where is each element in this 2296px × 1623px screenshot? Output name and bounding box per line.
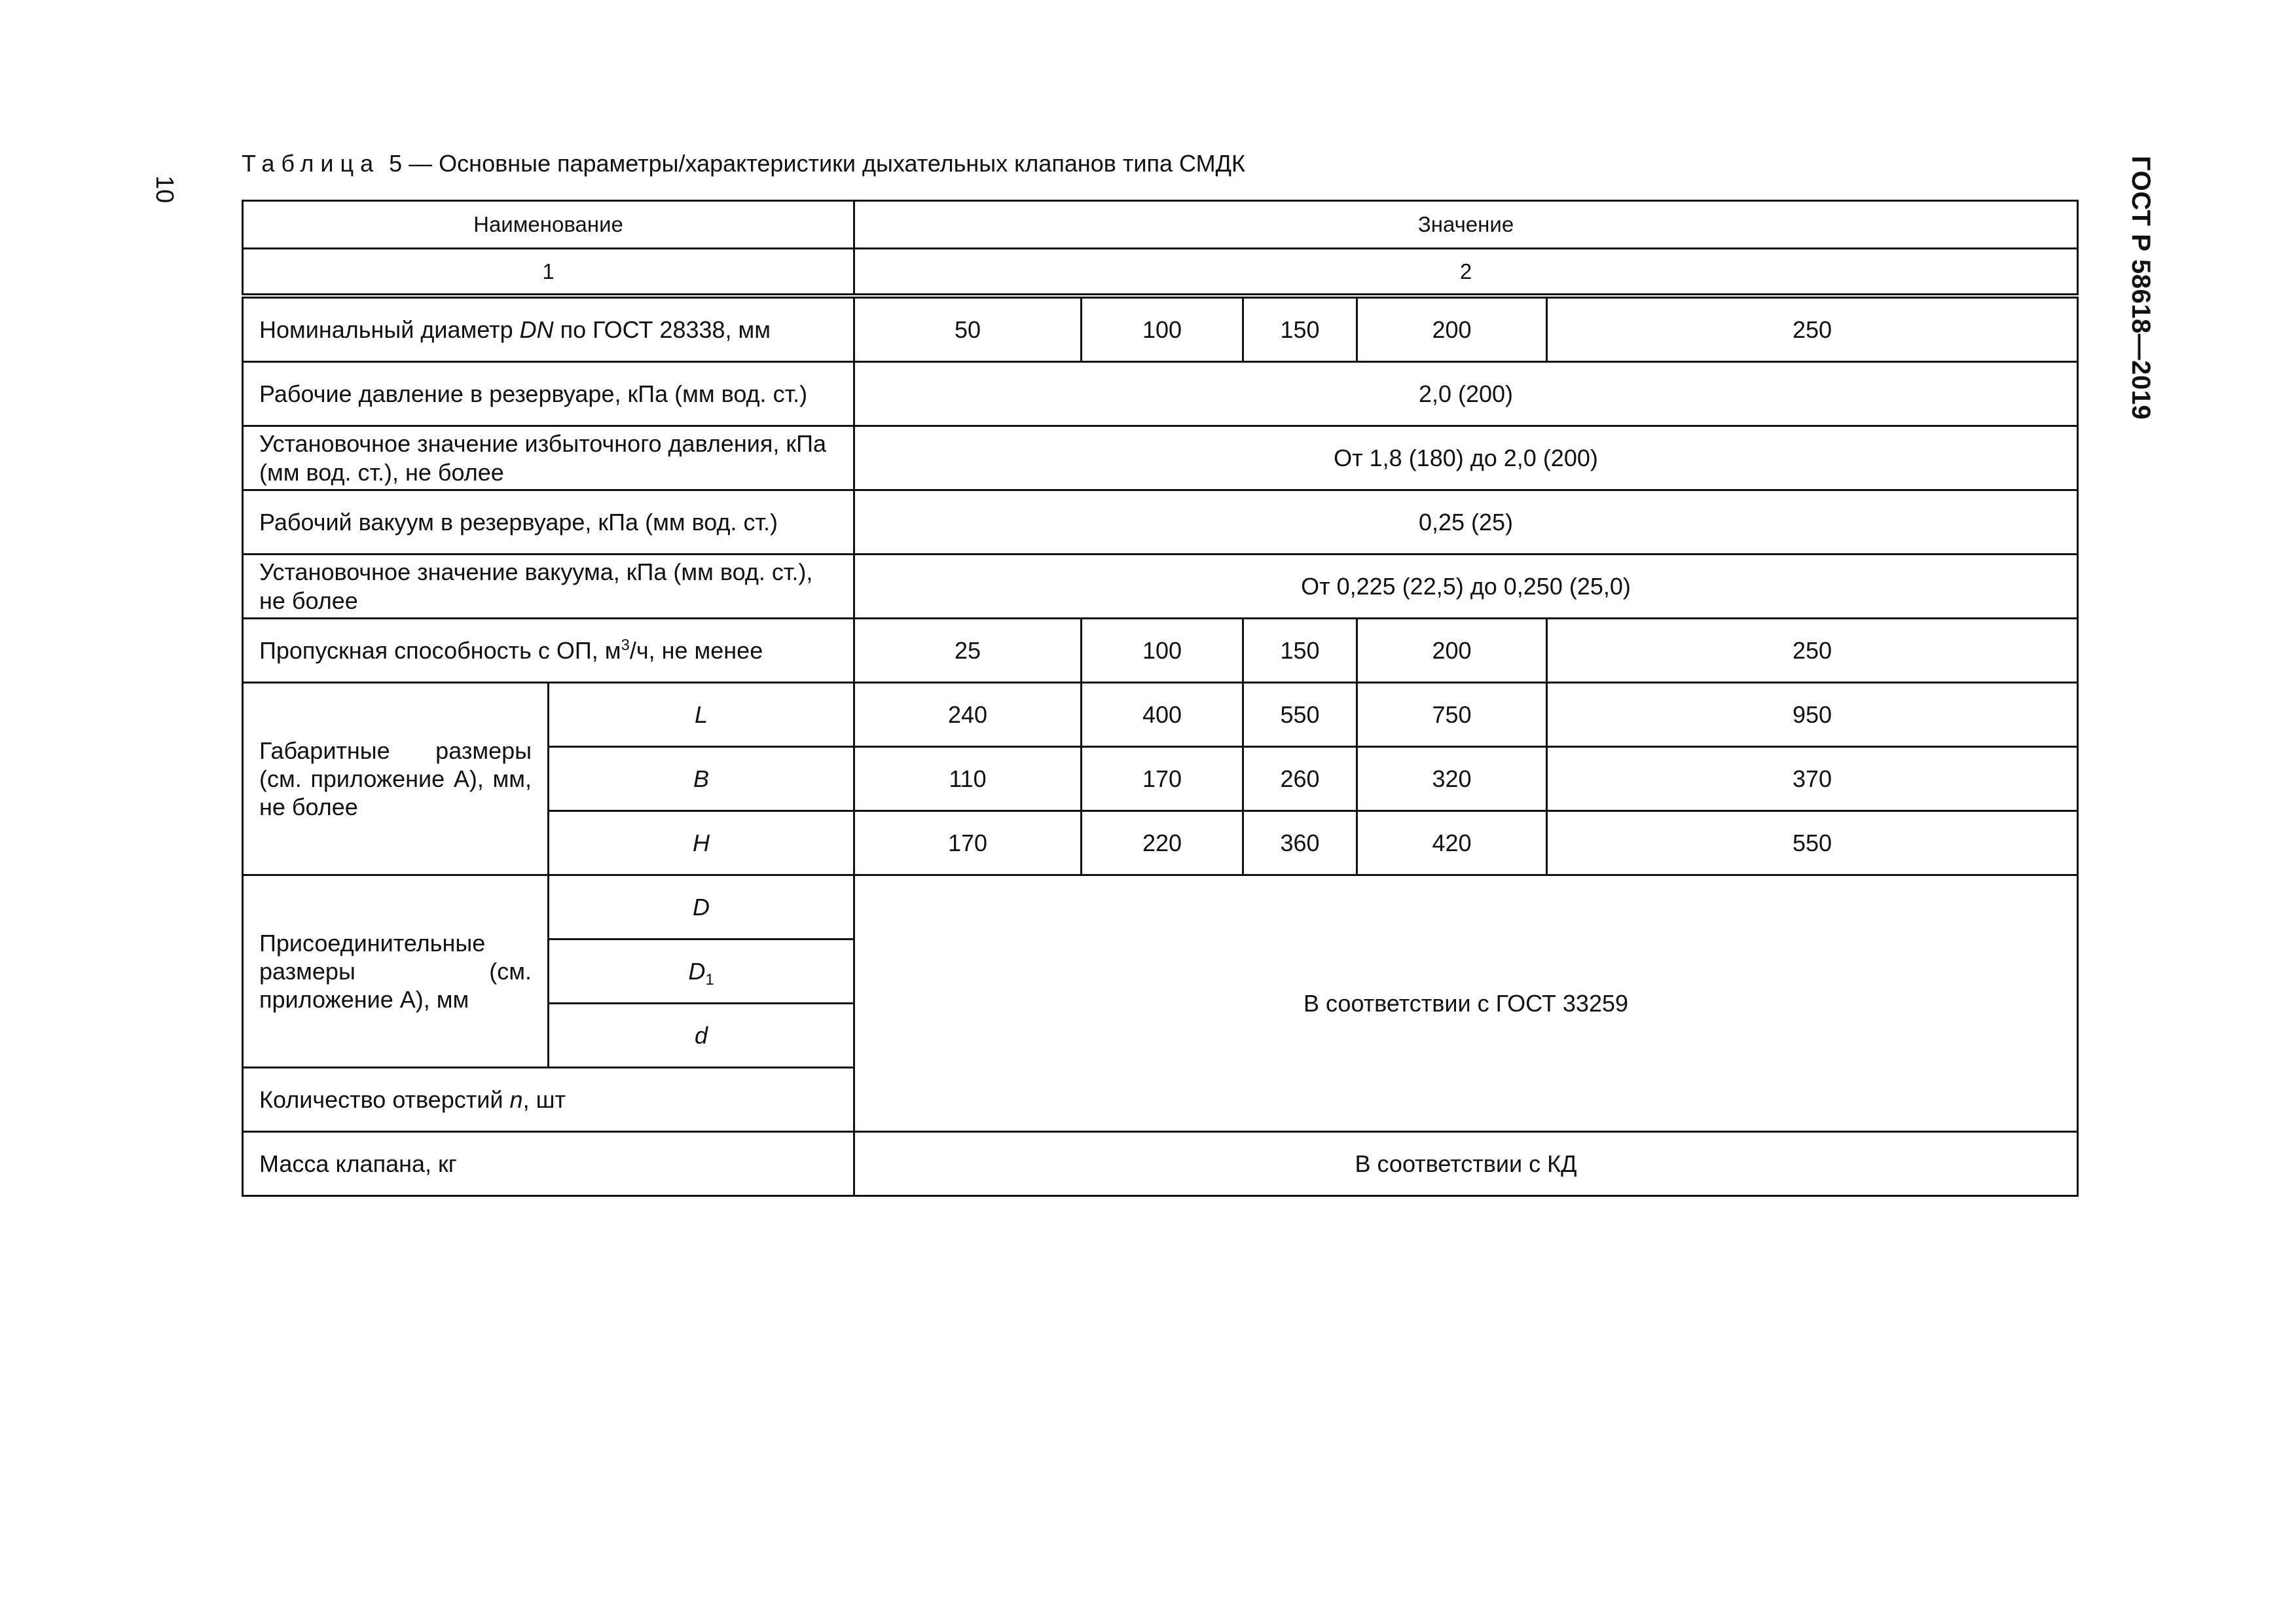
row-label-overpressure-setting: Установочное значение избыточного давления, кПа (мм вод. ст.), не более bbox=[243, 426, 854, 490]
dn-value: 50 bbox=[854, 296, 1082, 362]
dimension-value: 220 bbox=[1082, 811, 1243, 875]
working-vacuum-value: 0,25 (25) bbox=[854, 490, 2078, 555]
row-label-vacuum-setting: Установочное значение вакуума, кПа (мм вод. ст.), не более bbox=[243, 555, 854, 619]
dimension-value: 110 bbox=[854, 747, 1082, 811]
table-caption bbox=[242, 149, 1245, 177]
dimension-value: 170 bbox=[1082, 747, 1243, 811]
dimension-value: 170 bbox=[854, 811, 1082, 875]
dimension-value: 550 bbox=[1243, 683, 1357, 747]
row-label-dimensions: Габаритные размеры (см. приложение А), мм, не более bbox=[243, 683, 549, 875]
throughput-value: 100 bbox=[1082, 619, 1243, 683]
connection-symbol: d bbox=[549, 1004, 854, 1068]
row-label-dn: Номинальный диаметр DN по ГОСТ 28338, мм bbox=[243, 296, 854, 362]
dimension-value: 240 bbox=[854, 683, 1082, 747]
table-row bbox=[243, 362, 2078, 426]
row-label-working-pressure: Рабочие давление в резервуаре, кПа (мм вод. ст.) bbox=[243, 362, 854, 426]
row-label-holes: Количество отверстий n, шт bbox=[243, 1068, 854, 1132]
connection-symbol: D bbox=[549, 875, 854, 939]
dimension-value: 370 bbox=[1547, 747, 2078, 811]
dn-value: 250 bbox=[1547, 296, 2078, 362]
table-row bbox=[243, 875, 2078, 939]
table-row bbox=[243, 683, 2078, 747]
dimension-symbol: B bbox=[549, 747, 854, 811]
connection-value: В соответствии с ГОСТ 33259 bbox=[854, 875, 2078, 1132]
dimension-value: 950 bbox=[1547, 683, 2078, 747]
row-label-mass: Масса клапана, кг bbox=[243, 1132, 854, 1196]
table-row bbox=[243, 1132, 2078, 1196]
caption-word: Таблица bbox=[242, 150, 380, 177]
dimension-value: 260 bbox=[1243, 747, 1357, 811]
table-row bbox=[243, 555, 2078, 619]
overpressure-setting-value: От 1,8 (180) до 2,0 (200) bbox=[854, 426, 2078, 490]
throughput-value: 200 bbox=[1357, 619, 1547, 683]
table-row bbox=[243, 490, 2078, 555]
throughput-value: 250 bbox=[1547, 619, 2078, 683]
dimension-symbol: H bbox=[549, 811, 854, 875]
caption-text: 5 — Основные параметры/характеристики дыхательных клапанов типа СМДК bbox=[389, 150, 1245, 177]
table-row bbox=[243, 296, 2078, 362]
dimension-value: 360 bbox=[1243, 811, 1357, 875]
column-index-1: 1 bbox=[243, 249, 854, 297]
mass-value: В соответствии с КД bbox=[854, 1132, 2078, 1196]
working-pressure-value: 2,0 (200) bbox=[854, 362, 2078, 426]
dimension-value: 320 bbox=[1357, 747, 1547, 811]
header-name: Наименование bbox=[243, 201, 854, 249]
table-row bbox=[243, 426, 2078, 490]
dimension-value: 750 bbox=[1357, 683, 1547, 747]
dimension-value: 400 bbox=[1082, 683, 1243, 747]
table-row bbox=[243, 619, 2078, 683]
table-index-row bbox=[243, 249, 2078, 297]
throughput-value: 150 bbox=[1243, 619, 1357, 683]
header-value: Значение bbox=[854, 201, 2078, 249]
dn-value: 100 bbox=[1082, 296, 1243, 362]
page-number: 10 bbox=[151, 175, 178, 204]
row-label-throughput: Пропускная способность с ОП, $м^3/ч$, не менее bbox=[243, 619, 854, 683]
row-label-connection: Присоединительные размеры (см. приложение А), мм bbox=[243, 875, 549, 1068]
vacuum-setting-value: От 0,225 (22,5) до 0,250 (25,0) bbox=[854, 555, 2078, 619]
dn-value: 200 bbox=[1357, 296, 1547, 362]
throughput-value: 25 bbox=[854, 619, 1082, 683]
dimension-symbol: L bbox=[549, 683, 854, 747]
connection-symbol: $D_1$ bbox=[549, 939, 854, 1004]
dn-value: 150 bbox=[1243, 296, 1357, 362]
row-label-working-vacuum: Рабочий вакуум в резервуаре, кПа (мм вод. ст.) bbox=[243, 490, 854, 555]
parameters-table bbox=[242, 200, 2079, 1197]
column-index-2: 2 bbox=[854, 249, 2078, 297]
dimension-value: 420 bbox=[1357, 811, 1547, 875]
standard-code: ГОСТ Р 58618—2019 bbox=[2126, 156, 2155, 420]
table-header-row bbox=[243, 201, 2078, 249]
dimension-value: 550 bbox=[1547, 811, 2078, 875]
